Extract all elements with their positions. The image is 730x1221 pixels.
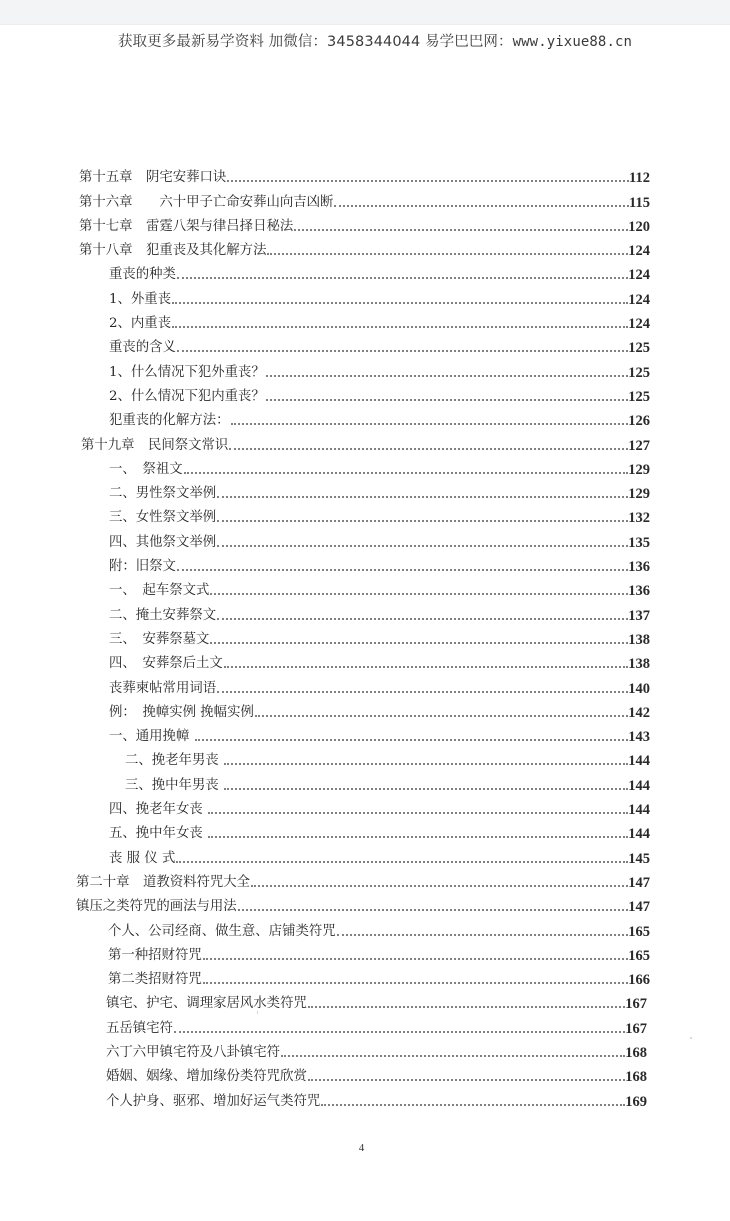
toc-entry[interactable] — [0, 770, 650, 794]
dot-leader — [267, 253, 628, 255]
toc-entry-page: 168 — [625, 1069, 647, 1086]
toc-entry-page: 135 — [628, 534, 650, 551]
dot-leader — [255, 715, 628, 717]
toc-entry-page: 138 — [628, 656, 650, 673]
toc-entry-title: 三、女性祭文举例 — [109, 510, 217, 526]
toc-entry[interactable] — [0, 600, 650, 624]
toc-entry[interactable] — [0, 989, 647, 1013]
toc-entry-page: 144 — [628, 802, 650, 819]
toc-entry-page: 124 — [628, 243, 650, 260]
dot-leader — [238, 909, 629, 911]
dot-leader — [308, 1079, 625, 1081]
toc-entry-title: 四、其他祭文举例 — [109, 534, 217, 550]
toc-entry-page: 167 — [625, 996, 647, 1013]
toc-entry-page: 143 — [628, 729, 650, 746]
toc-entry-page: 126 — [628, 413, 650, 430]
dot-leader — [334, 205, 629, 207]
dot-leader — [203, 958, 629, 960]
watermark-url: www.yixue88.cn — [512, 34, 633, 50]
toc-entry-title: 五、挽中年女丧 — [109, 826, 207, 842]
toc-entry-title: 丧 服 仪 式 — [109, 850, 176, 866]
dot-leader — [227, 180, 629, 182]
toc-entry[interactable] — [0, 1062, 647, 1086]
toc-entry[interactable] — [0, 625, 650, 649]
toc-entry[interactable] — [0, 941, 650, 965]
toc-entry-title: 2、内重丧 — [109, 316, 172, 332]
toc-entry-page: 120 — [628, 218, 650, 235]
toc-entry[interactable] — [0, 795, 650, 819]
toc-entry-page: 115 — [629, 194, 650, 211]
toc-entry-title: 例： 挽幛实例 挽幅实例 — [109, 704, 254, 720]
viewer-top-bar — [0, 0, 730, 25]
toc-entry-page: 165 — [628, 947, 650, 964]
toc-entry-page: 124 — [628, 291, 650, 308]
toc-entry[interactable] — [0, 673, 650, 697]
toc-entry-title: 重丧的种类 — [109, 267, 176, 283]
toc-entry[interactable] — [0, 236, 650, 260]
toc-entry-page: 166 — [628, 972, 650, 989]
toc-entry-page: 125 — [628, 364, 650, 381]
dot-leader — [266, 375, 628, 377]
toc-entry[interactable] — [0, 746, 650, 770]
toc-entry-title: 四、挽老年女丧 — [109, 802, 207, 818]
dot-leader — [251, 885, 628, 887]
toc-entry-title: 第二十章 道教资料符咒大全 — [76, 874, 251, 890]
toc-entry-page: 169 — [625, 1093, 647, 1110]
watermark-text: 获取更多最新易学资料 加微信：3458344044 易学巴巴网： — [117, 34, 513, 50]
toc-entry-page: 147 — [628, 899, 650, 916]
toc-entry-page: 138 — [628, 631, 650, 648]
toc-entry-title: 第十八章 犯重丧及其化解方法 — [79, 243, 267, 259]
dot-leader — [308, 1006, 625, 1008]
dot-leader — [177, 277, 628, 279]
toc-entry[interactable] — [0, 819, 650, 843]
scan-speck — [257, 1011, 258, 1014]
toc-entry[interactable] — [0, 260, 650, 284]
toc-entry-title: 六丁六甲镇宅符及八卦镇宅符 — [106, 1044, 281, 1060]
toc-entry-page: 144 — [628, 826, 650, 843]
toc-entry[interactable] — [0, 284, 650, 308]
toc-entry-title: 第十九章 民间祭文常识 — [81, 437, 229, 453]
dot-leader — [321, 1104, 625, 1106]
toc-entry-title: 1、外重丧 — [109, 291, 172, 307]
toc-entry-page: 124 — [628, 316, 650, 333]
dot-leader — [208, 812, 628, 814]
toc-entry-page: 168 — [625, 1044, 647, 1061]
toc-entry-title: 1、什么情况下犯外重丧？ — [109, 364, 265, 380]
toc-entry[interactable] — [0, 1013, 647, 1037]
toc-entry[interactable] — [0, 357, 650, 381]
toc-entry-page: 142 — [628, 704, 650, 721]
dot-leader — [224, 763, 628, 765]
dot-leader — [266, 399, 628, 401]
toc-entry[interactable] — [0, 430, 650, 454]
table-of-contents — [0, 163, 730, 1111]
dot-leader — [229, 448, 628, 450]
toc-entry-page: 165 — [628, 923, 650, 940]
toc-entry-title: 一、通用挽幛 — [109, 729, 194, 745]
dot-leader — [294, 229, 628, 231]
toc-entry-page: 145 — [628, 850, 650, 867]
toc-entry-title: 第二类招财符咒 — [108, 972, 202, 988]
toc-entry[interactable] — [0, 406, 650, 430]
toc-entry[interactable] — [0, 576, 650, 600]
dot-leader — [174, 1031, 625, 1033]
toc-entry[interactable] — [0, 527, 650, 551]
toc-entry[interactable] — [0, 163, 650, 187]
toc-entry[interactable] — [0, 333, 650, 357]
dot-leader — [217, 618, 628, 620]
dot-leader — [231, 423, 629, 425]
toc-entry-page: 125 — [628, 340, 650, 357]
dot-leader — [217, 691, 628, 693]
dot-leader — [203, 982, 629, 984]
toc-entry-page: 137 — [628, 607, 650, 624]
toc-entry[interactable] — [0, 1086, 647, 1110]
toc-entry[interactable] — [0, 552, 650, 576]
toc-entry-page: 124 — [628, 267, 650, 284]
scan-speck — [690, 1037, 692, 1039]
toc-entry[interactable] — [0, 892, 650, 916]
dot-leader — [210, 593, 628, 595]
toc-entry[interactable] — [0, 503, 650, 527]
dot-leader — [208, 836, 628, 838]
toc-entry[interactable] — [0, 698, 650, 722]
toc-entry[interactable] — [0, 649, 650, 673]
toc-entry-page: 140 — [628, 680, 650, 697]
toc-entry-title: 镇宅、护宅、调理家居风水类符咒 — [106, 996, 307, 1012]
toc-entry[interactable] — [0, 1038, 647, 1062]
dot-leader — [337, 934, 629, 936]
toc-entry[interactable] — [0, 212, 650, 236]
toc-entry-title: 四、 安葬祭后土文 — [109, 656, 223, 672]
toc-entry-page: 167 — [625, 1020, 647, 1037]
dot-leader — [177, 350, 628, 352]
toc-entry[interactable] — [0, 868, 650, 892]
toc-entry[interactable] — [0, 479, 650, 503]
toc-entry[interactable] — [0, 382, 650, 406]
toc-entry-page: 147 — [628, 874, 650, 891]
dot-leader — [184, 472, 629, 474]
toc-entry-title: 2、什么情况下犯内重丧？ — [109, 388, 265, 404]
page-number: 4 — [358, 1142, 365, 1154]
toc-entry-page: 144 — [628, 753, 650, 770]
toc-entry-title: 二、掩土安葬祭文 — [109, 607, 217, 623]
dot-leader — [281, 1055, 625, 1057]
dot-leader — [224, 788, 628, 790]
dot-leader — [172, 302, 628, 304]
toc-entry-page: 125 — [628, 388, 650, 405]
toc-entry-page: 127 — [628, 437, 650, 454]
dot-leader — [217, 545, 628, 547]
toc-entry[interactable] — [0, 722, 650, 746]
toc-entry-title: 婚姻、姻缘、增加缘份类符咒欣赏 — [106, 1069, 307, 1085]
dot-leader — [195, 739, 629, 741]
dot-leader — [217, 520, 628, 522]
toc-entry-title: 个人护身、驱邪、增加好运气类符咒 — [106, 1093, 321, 1109]
dot-leader — [172, 326, 628, 328]
toc-entry-page: 129 — [628, 486, 650, 503]
toc-entry-title: 第十六章 六十甲子亡命安葬山向吉凶断 — [79, 194, 334, 210]
toc-entry-page: 144 — [628, 777, 650, 794]
toc-entry-title: 二、挽老年男丧 — [125, 753, 223, 769]
toc-entry-title: 镇压之类符咒的画法与用法 — [76, 899, 237, 915]
dot-leader — [210, 642, 628, 644]
toc-entry-title: 二、男性祭文举例 — [109, 486, 217, 502]
toc-entry[interactable] — [0, 455, 650, 479]
toc-entry[interactable] — [0, 916, 650, 940]
dot-leader — [177, 569, 628, 571]
toc-entry-title: 丧葬柬帖常用词语 — [109, 680, 217, 696]
watermark-header — [0, 30, 730, 51]
toc-entry[interactable] — [0, 187, 650, 211]
toc-entry[interactable] — [0, 309, 650, 333]
toc-entry-page: 112 — [629, 170, 650, 187]
toc-entry-title: 第十五章 阴宅安葬口诀 — [79, 170, 227, 186]
toc-entry-title: 第十七章 雷霆八架与律吕择日秘法 — [79, 218, 294, 234]
toc-entry-title: 第一种招财符咒 — [108, 947, 202, 963]
toc-entry-page: 136 — [628, 583, 650, 600]
toc-entry-title: 个人、公司经商、做生意、店铺类符咒 — [108, 923, 336, 939]
toc-entry-title: 一、 祭祖文 — [109, 461, 183, 477]
dot-leader — [217, 496, 628, 498]
dot-leader — [176, 861, 628, 863]
toc-entry-title: 三、挽中年男丧 — [125, 777, 223, 793]
toc-entry[interactable] — [0, 843, 650, 867]
toc-entry-page: 136 — [628, 559, 650, 576]
toc-entry-title: 重丧的含义 — [109, 340, 176, 356]
toc-entry-title: 犯重丧的化解方法： — [109, 413, 230, 429]
toc-entry-title: 五岳镇宅符 — [106, 1020, 173, 1036]
toc-entry-title: 附：旧祭文 — [109, 559, 176, 575]
toc-entry-title: 一、 起车祭文式 — [109, 583, 210, 599]
toc-entry-page: 132 — [628, 510, 650, 527]
dot-leader — [224, 666, 628, 668]
toc-entry[interactable] — [0, 965, 650, 989]
toc-entry-page: 129 — [628, 461, 650, 478]
toc-entry-title: 三、 安葬祭墓文 — [109, 631, 210, 647]
